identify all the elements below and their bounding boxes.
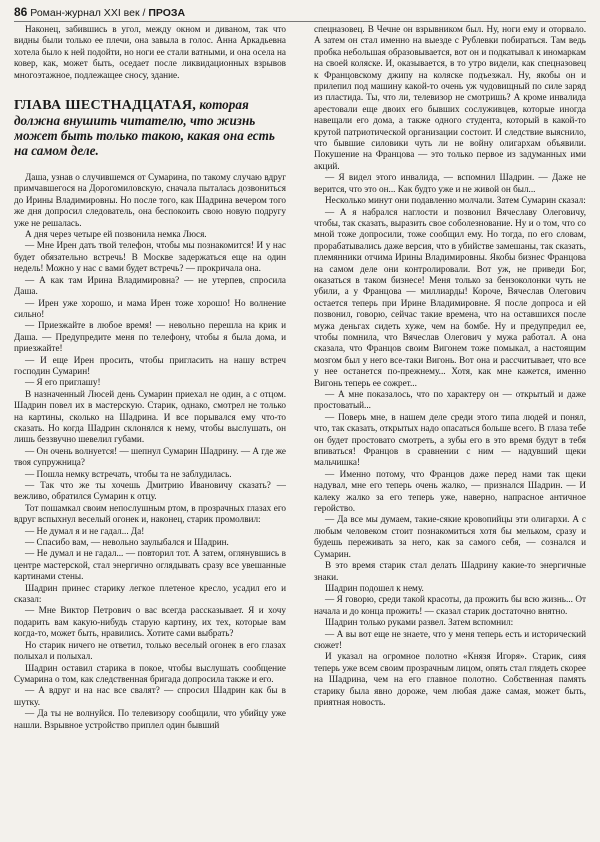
paragraph: Шадрин подошел к нему.: [325, 582, 424, 593]
paragraph: — А я набрался наглости и позвонил Вячеславу Олеговичу, чтобы, так сказать, выразить свое соболезнование. Ну и о том, что со мной тоже допросили, тоже сообщил ему. Но тогда, по его словам, прорабатывались даже версия, что в убийстве замешаны, так сказать, племянники отчима Ирины Владимировны. Якобы бизнес Францова на самом деле они контролировали. Вот уж, не приведи Бог, оказаться в таком бизнесе! Меня только за бензоколонки чуть не убили, а у Францова — миллиарды! Короче, Вячеслав Олегович остается теперь при Ирине Владимировне. Я после допроса и ей позвонил, говорю, сейчас такие времена, что на оставшихся после мужа деньгах сидеть хуже, чем на бомбе. Ну и предупредил ее, чтобы помнила, что Вячеслав Олегович у мужа работал. А она сказала, что Францов своим Вигонем тоже помыкал, а настоящим мозгом был у него все-таки Вигонь. Вот она и рассчитывает, что все у нее останется по-прежнему... Хотя, как мне кажется, именно Вигонь теперь ее сожрет...: [314, 206, 586, 388]
chapter-subtitle: которая должна внушить читателю, что жизнь может быть только такою, какая она есть на самом деле.: [14, 97, 275, 159]
paragraph: — А как там Ирина Владимировна? — не утерпев, спросила Даша.: [14, 274, 286, 297]
paragraph: — А вы вот еще не знаете, что у меня теперь есть и исторический сюжет!: [314, 628, 586, 650]
paragraph: Шадрин только руками развел. Затем вспомнил:: [325, 617, 514, 628]
paragraph: — А вдруг и на нас все свалят? — спросил Шадрин как бы в шутку.: [14, 685, 286, 707]
paragraph: Но старик ничего не ответил, только веселый огонек в его глазах полыхал и полыхал.: [14, 639, 286, 662]
section-title: ПРОЗА: [148, 7, 186, 19]
paragraph: спецназовец. В Чечне он взрывником был. Ну, ноги ему и оторвало. А затем он стал именно на выезде с Рублевки побираться. Там ведь пробка небольшая образовывается, вот он и подкатывал к иномаркам на своей коляске. И, оказывается, в то утро видели, как спецназовец к Францовскому джипу на коляске подъезжал. Ну, якобы он и прилепил под машину какой-то очень уж чудовищный по силе заряд из пластида. Ты, что ли, телевизор не смотришь? А кроме инвалида арестовали еще двоих его бывших сослуживцев, которые иногда навещали его дома, а также одного студента, который в какой-то крутой патриотической организации состоит. И следствие выяснило, что бывшие силовики чуть ли не войну олигархам объявили. Покушение на Францова — это только первое из задуманных ими акций.: [314, 24, 586, 171]
paragraph: — Да ты не волнуйся. По телевизору сообщили, что убийцу уже нашли. Взрывное устройство приплел один бывший: [14, 708, 286, 730]
page-number: 86: [14, 5, 28, 19]
chapter-number: ГЛАВА ШЕСТНАДЦАТАЯ,: [14, 98, 197, 114]
chapter-heading: [14, 97, 286, 158]
paragraph: Шадрин принес старику легкое плетеное кресло, усадил его и сказал:: [14, 582, 286, 605]
paragraph: Шадрин оставил старика в покое, чтобы выслушать сообщение Сумарина о том, как следственная бригада допросила также и его.: [14, 662, 286, 684]
paragraph: — И еще Ирен просить, чтобы пригласить на нашу встреч господин Сумарин!: [14, 354, 286, 376]
left-column: [14, 24, 286, 836]
paragraph: А дня через четыре ей позвонила немка Люся.: [25, 229, 207, 240]
paragraph: — Не думал и не гадал... — повторил тот. А затем, оглянувшись в центре мастерской, стал энергично оглядывать сразу все увешанные картинами стены.: [14, 548, 286, 582]
magazine-title: Роман-журнал XXI век: [30, 7, 140, 19]
paragraph: — Пошла немку встречать, чтобы та не заблудилась.: [25, 468, 232, 479]
paragraph: — Приезжайте в любое время! — невольно перешла на крик и Даша. — Предупредите меня по телефону, чтобы я была дома, и приезжайте!: [14, 320, 286, 354]
paragraph: — Поверь мне, в нашем деле среди этого типа людей и понял, что, так сказать, открытых надо опасаться больше всего. В глаза тебе он будет простовато смотреть, а зубы его в это время будут в тебя впиваться! Францов в сравнении с ним — надувший щеки мальчишка!: [314, 411, 586, 468]
intro-paragraph: Наконец, забившись в угол, между окном и диваном, так что видны были только ее плечи, она завыла в голос. Анна Аркадьевна хотела было к ней подойти, но ноги ее стали ватными, и она осела на ковер, как, может быть, оседает после ликвидационных взрывов многоэтажное, подлежащее сносу, здание.: [14, 24, 286, 80]
paragraph: — Да все мы думаем, такие-сякие кровопийцы эти олигархи. А с любым человеком стоит познакомиться хотя бы мельком, сразу и будешь переживать за него, как за самого себя, — сознался и Сумарин.: [314, 514, 586, 559]
paragraph: В назначенный Люсей день Сумарин приехал не один, а с отцом. Шадрин повел их в мастерскую. Старик, однако, смотрел не только на картины, сколько на Шадрина. И все порывался ему что-то сказать. Но когда Шадрин склонялся к нему, чтобы выслушать, он лишь беззвучно шевелил губами.: [14, 388, 286, 445]
paragraph: — Я видел этого инвалида, — вспомнил Шадрин. — Даже не верится, что это он... Как будто уже и не живой он был...: [314, 172, 586, 194]
paragraph: — Я говорю, среди такой красоты, да прожить бы всю жизнь... От начала и до конца прожить! — сказал старик достаточно внятно.: [314, 594, 586, 616]
paragraph: — Я его приглашу!: [25, 377, 101, 388]
page-header: [14, 4, 586, 20]
paragraph: — Мне Виктор Петрович о вас всегда рассказывает. Я и хочу подарить вам какую-нибудь старую картину, их тех, которые вам когда-то, может быть, нравились. Хотите сами выбрать?: [14, 605, 286, 639]
header-separator: /: [142, 7, 146, 19]
paragraph: — Спасибо вам, — невольно заулыбался и Шадрин.: [25, 537, 229, 548]
paragraph: — Ирен уже хорошо, и мама Ирен тоже хорошо! Но волнение сильно!: [14, 297, 286, 319]
right-column: [314, 24, 586, 836]
paragraph: — Он очень волнуется! — шепнул Сумарин Шадрину. — А где же твоя супружница?: [14, 445, 286, 468]
paragraph: Даша, узнав о случившемся от Сумарина, по такому случаю вдруг примчавшегося на Дорогомиловскую, сначала пыталась дозвониться до Ирины Владимировны. Но после того, как Шадрина вечером того же дня допросил следователь, она беспокоить свою новую подругу уже не решалась.: [14, 172, 286, 228]
header-rule: [14, 21, 586, 22]
paragraph: В это время старик стал делать Шадрину какие-то энергичные знаки.: [314, 560, 586, 582]
paragraph: — Именно потому, что Францов даже перед нами так щеки надувал, мне его теперь очень жалко, — признался Шадрин. — И калеку жалко за его теперь уже, наверно, напрасное античное геройство.: [314, 468, 586, 514]
paragraph: — Не думал я и не гадал... Да!: [25, 525, 145, 536]
paragraph: — Так что же ты хочешь Дмитрию Ивановичу сказать? — вежливо, обратился Сумарин к отцу.: [14, 480, 286, 502]
paragraph: И указал на огромное полотно «Князя Игоря». Старик, сияя теперь уже всем своим прозрачным лицом, опять стал глядеть скорее на Шадрина, чем на его главное полотно. Собственная память старику была явно дороже, чем любая даже самая, может быть, приятная новость.: [314, 651, 586, 707]
paragraph: Тот пошамкал своим непослушным ртом, в прозрачных глазах его вдруг вспыхнул веселый огонек и, наконец, старик промолвил:: [14, 502, 286, 525]
paragraph: Несколько минут они подавленно молчали. Затем Сумарин сказал:: [325, 195, 586, 206]
paragraph: — А мне показалось, что по характеру он — открытый и даже простоватый...: [314, 389, 586, 411]
paragraph: — Мне Ирен дать твой телефон, чтобы мы познакомится! И у нас будет обязательно встречь! В Москве задержаться еще на один недель! Можно у нас с вами будет встречь? — прокричала она.: [14, 240, 286, 274]
